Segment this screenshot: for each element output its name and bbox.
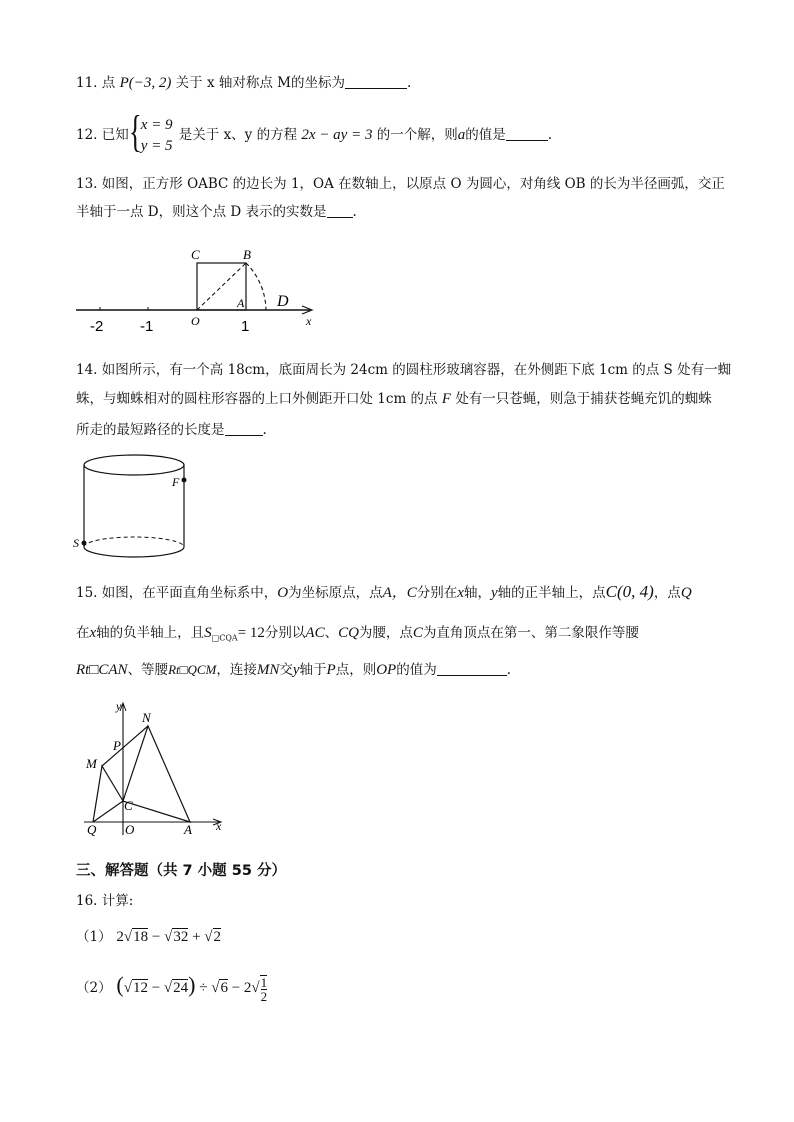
question-16: 16. 计算: — [76, 893, 134, 909]
question-14-line3: 所走的最短路径的长度是 . — [76, 422, 267, 438]
question-11: 11. 点 P(−3, 2) 关于 x 轴对称点 M的坐标为 . — [76, 75, 412, 91]
number-line-figure — [70, 245, 330, 335]
question-13-line2: 半轴于一点 D，则这个点 D 表示的实数是 . — [76, 204, 357, 220]
answer-blank — [225, 421, 263, 436]
question-14-line2: 蛛，与蜘蛛相对的圆柱形容器的上口外侧距开口处 1cm 的点 F 处有一只苍蝇，则急于捕获苍蝇充饥的蜘蛛 — [76, 391, 712, 407]
question-15-line3: Rt□CAN、等腰Rt□QCM，连接MN交y轴于P点，则OP的值为 . — [76, 662, 511, 678]
section-heading: 三、解答题（共 7 小题 55 分） — [76, 863, 286, 879]
label-y: y — [116, 699, 122, 713]
question-16-part2: （2） (√12 − √24) ÷ √6 − 2√ $\frac{1}{2}$ — [76, 972, 268, 1004]
tick-neg2: -2 — [90, 318, 104, 335]
answer-blank — [437, 661, 507, 676]
question-13: 13. 如图，正方形 OABC 的边长为 1，OA 在数轴上，以原点 O 为圆心，对角线 OB 的长为半径画弧，交正 — [76, 176, 725, 192]
cylinder-figure — [70, 448, 200, 568]
label-p: P — [113, 738, 121, 753]
tick-neg1: -1 — [140, 318, 154, 335]
answer-blank — [345, 74, 407, 89]
label-o: O — [191, 314, 200, 328]
label-d: D — [277, 293, 289, 310]
label-c: C — [124, 798, 133, 813]
label-x: x — [216, 819, 222, 833]
label-q: Q — [87, 822, 97, 837]
equation: 2x − ay = 3 — [301, 127, 373, 143]
question-12: 12. 已知 { x = 9 y = 5 是关于 x、y 的方程 2x − ay = 3 的一个解，则a的值是 . — [76, 106, 553, 156]
label-c: C — [191, 247, 200, 262]
equation-system: { x = 9 y = 5 — [128, 106, 173, 156]
question-16-part1: （1） 2√18 − √32 + √2 — [76, 929, 222, 945]
answer-blank — [327, 203, 353, 218]
label-a: A — [237, 296, 245, 310]
question-15-line2: 在x轴的负半轴上，且$S_{□CQA}= 12$分别以AC、CQ为腰，点C为直角顶点在第一、第二象限作等腰 — [76, 625, 639, 643]
question-15: 15. 如图，在平面直角坐标系中，O为坐标原点，点A，C分别在x轴，y轴的正半轴上，点C(0, 4)，点Q — [76, 582, 692, 601]
question-14: 14. 如图所示，有一个高 18cm，底面周长为 24cm 的圆柱形玻璃容器，在外侧距下底 1cm 的点 S 处有一蜘 — [76, 362, 732, 378]
label-s: S — [73, 536, 79, 550]
coordinate-figure — [80, 700, 240, 840]
label-x: x — [306, 314, 312, 328]
label-a: A — [184, 822, 192, 837]
label-n: N — [142, 710, 151, 725]
label-o: O — [125, 822, 135, 837]
point-p: P(−3, 2) — [119, 75, 172, 91]
label-m: M — [86, 756, 97, 771]
label-f: F — [172, 475, 180, 489]
label-b: B — [243, 247, 251, 262]
tick-1: 1 — [241, 318, 250, 335]
answer-blank — [506, 126, 548, 141]
